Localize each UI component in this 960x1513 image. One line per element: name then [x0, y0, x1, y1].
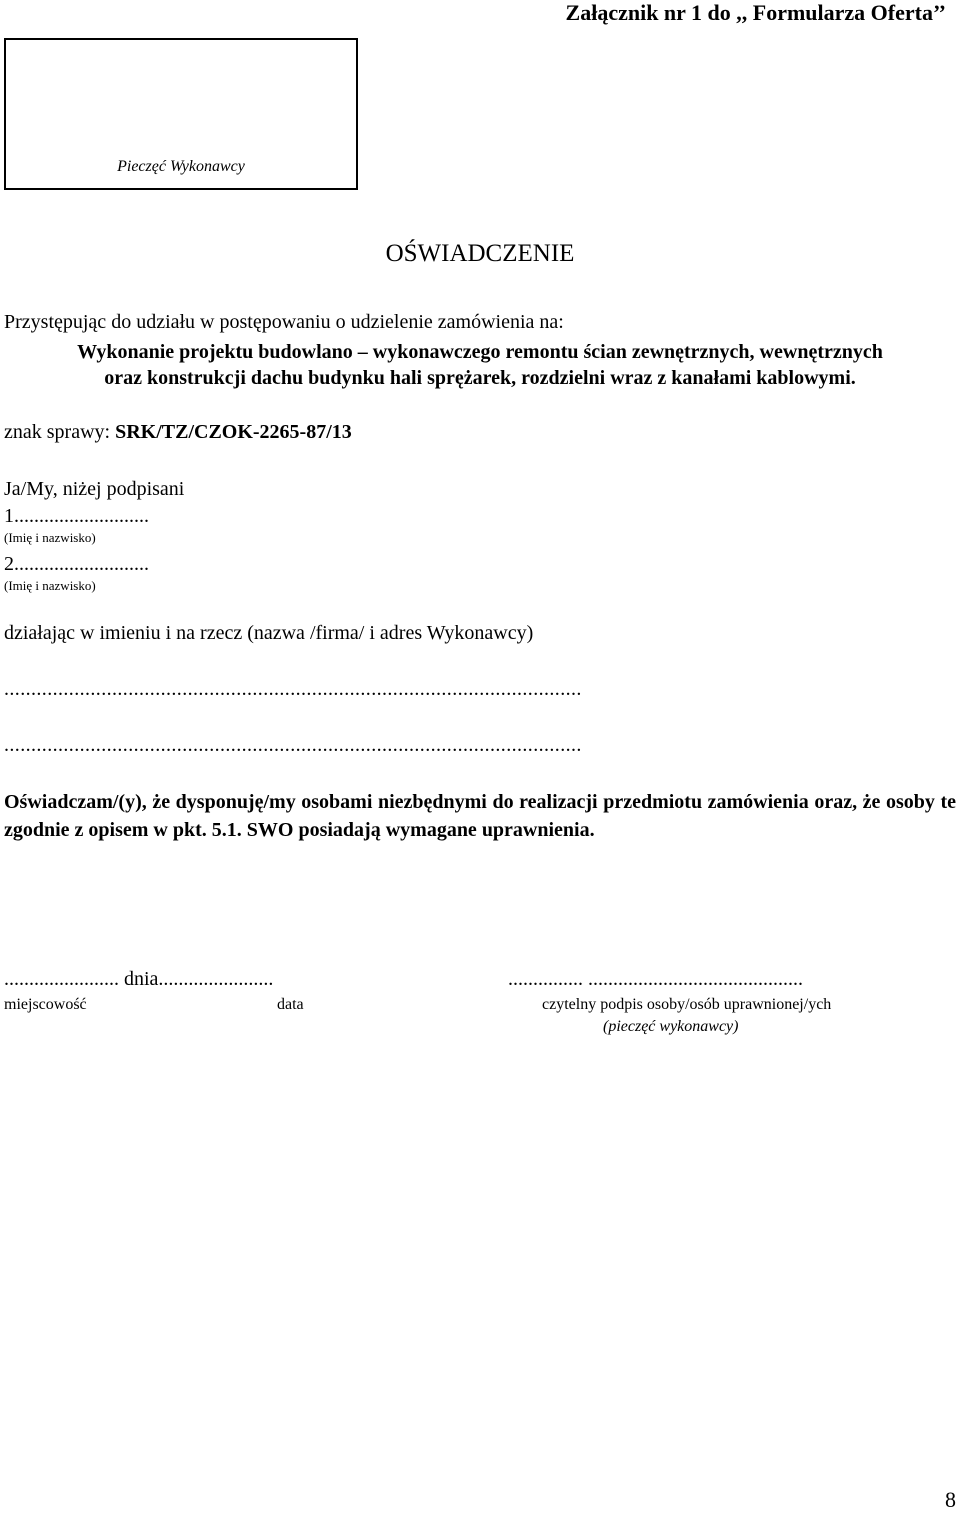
person-name-line-1: 1...........................: [4, 505, 149, 527]
place-date-line: ....................... dnia.......................: [4, 968, 274, 990]
person-name-line-2: 2...........................: [4, 553, 149, 575]
stamp-caption: (pieczęć wykonawcy): [603, 1018, 739, 1035]
place-caption: miejscowość: [4, 996, 87, 1013]
declaration-text: Oświadczam/(y), że dysponuję/my osobami niezbędnymi do realizacji przedmiotu zamówienia oraz, że osoby te zgodnie z opisem w pkt. 5.1. SWO posiadają wymagane uprawnienia.: [4, 791, 956, 841]
intro-text: Przystępując do udziału w postępowaniu o udzielenie zamówienia na:: [4, 311, 564, 333]
document-title: OŚWIADCZENIE: [385, 240, 575, 267]
procurement-subject: Wykonanie projektu budowlano – wykonawczego remontu ścian zewnętrznych, wewnętrznych oraz konstrukcji dachu budynku hali sprężarek, rozdzielni wraz z kanałami kablowymi.: [77, 341, 883, 389]
case-number: SRK/TZ/CZOK-2265-87/13: [115, 421, 352, 443]
date-caption: data: [277, 996, 304, 1013]
page-number: 8: [945, 1487, 956, 1512]
case-reference: [4, 421, 352, 444]
address-line-2: ...........................................................................................................: [4, 734, 582, 756]
person-name-caption-1: (Imię i nazwisko): [4, 530, 96, 545]
annex-header: Załącznik nr 1 do ,, Formularza Oferta’’: [565, 0, 946, 25]
stamp-label: Pieczęć Wykonawcy: [117, 158, 245, 175]
acting-on-behalf-label: działając w imieniu i na rzecz (nazwa /firma/ i adres Wykonawcy): [4, 622, 534, 644]
address-line-1: ...........................................................................................................: [4, 678, 582, 700]
person-name-caption-2: (Imię i nazwisko): [4, 578, 96, 593]
signature-caption: czytelny podpis osoby/osób uprawnionej/ych: [542, 996, 832, 1013]
contractor-stamp-box: [4, 38, 358, 190]
case-label: znak sprawy:: [4, 421, 116, 443]
signature-line: ............... ...........................................: [508, 968, 803, 990]
undersigned-label: Ja/My, niżej podpisani: [4, 478, 185, 500]
